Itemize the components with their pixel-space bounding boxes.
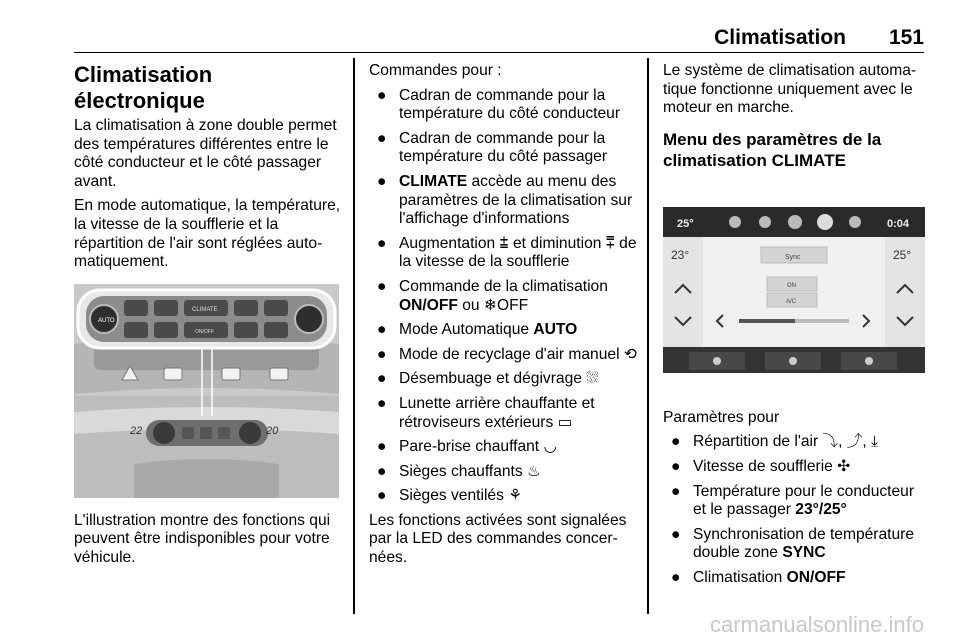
page-title: Climatisation — [714, 26, 846, 49]
column-divider — [353, 58, 355, 614]
climate-button-label: CLIMATE — [192, 306, 218, 313]
list-item — [369, 321, 639, 340]
list-text: accède au menu des paramètres de la climatisation sur l'affichage d'informations — [399, 172, 633, 228]
list-text: Désembuage et dégivrage ⛆ — [399, 370, 599, 388]
page-header — [74, 22, 924, 53]
screen-temp-left: 23° — [671, 247, 690, 262]
list-text: Cadran de commande pour la température du côté conducteur — [399, 86, 621, 123]
list-item — [663, 526, 928, 563]
list-intro: Paramètres pour — [663, 408, 780, 426]
bold-term: ON/OFF — [786, 568, 846, 586]
bold-term: AUTO — [533, 321, 578, 339]
bullet: ● — [671, 525, 681, 543]
bold-term: CLIMATE — [399, 172, 468, 190]
list-item — [663, 483, 928, 520]
bullet: ● — [377, 277, 387, 295]
list-item — [663, 458, 928, 477]
screen-time: 0:04 — [887, 217, 910, 230]
section-subheading: Menu des paramètres de la climatisation CLIMATE — [663, 129, 882, 170]
bullet: ● — [671, 433, 681, 451]
list-item — [369, 278, 639, 315]
screen-temp-right: 25° — [893, 247, 912, 262]
bullet: ● — [377, 345, 387, 363]
list-item — [663, 433, 928, 452]
bullet: ● — [671, 482, 681, 500]
list-item — [369, 438, 639, 457]
bullet: ● — [671, 457, 681, 475]
paragraph: La climatisation à zone double permet des températures différentes entre le côté conducteur et le côté passager avant. — [74, 117, 337, 190]
watermark: carmanualsonline.info — [709, 612, 924, 637]
bullet: ● — [377, 86, 387, 104]
bullet: ● — [377, 172, 387, 190]
bullet: ● — [377, 234, 387, 252]
list-item — [369, 346, 639, 365]
list-text: Synchronisation de température double zone — [693, 525, 915, 562]
list-text: Sièges chauffants ♨ — [399, 462, 541, 480]
list-item — [369, 395, 639, 432]
page-number: 151 — [888, 26, 924, 49]
list-item — [663, 569, 928, 588]
list-text: Température pour le conducteur et le passager — [693, 482, 915, 519]
figure-caption: L'illustration montre des fonctions qui peuvent être indisponibles pour votre véhicule. — [74, 511, 331, 566]
bullet: ● — [377, 462, 387, 480]
screen-ac-button: A/C — [786, 298, 797, 305]
temp-left-label: 22 — [130, 424, 143, 437]
bold-term: ON/OFF — [399, 296, 458, 314]
bullet: ● — [377, 394, 387, 412]
temp-right-label: 20 — [266, 424, 279, 437]
onoff-button-label: ON/OFF — [195, 328, 214, 335]
column-2 — [369, 62, 639, 574]
list-text: Sièges ventilés ⚘ — [399, 487, 523, 505]
list-item — [369, 487, 639, 506]
bullet: ● — [377, 438, 387, 456]
list-item — [369, 87, 639, 124]
section-heading: Climatisation électronique — [74, 62, 213, 113]
bullet: ● — [377, 321, 387, 339]
list-intro: Commandes pour : — [369, 62, 502, 79]
list-item — [369, 235, 639, 272]
bold-term: SYNC — [782, 544, 826, 562]
list-text: Climatisation — [693, 568, 787, 586]
bullet: ● — [377, 487, 387, 505]
list-item — [369, 130, 639, 167]
list-text: Lunette arrière chauffante et rétroviseurs extérieurs ▭ — [399, 394, 595, 431]
screen-sync-button: Sync — [785, 253, 801, 261]
column-1 — [74, 62, 346, 574]
screen-temp-top: 25° — [677, 217, 694, 230]
settings-list — [663, 433, 928, 587]
list-text: ou ❄OFF — [457, 296, 529, 314]
column-3 — [663, 62, 928, 594]
control-panel-illustration — [74, 284, 339, 498]
paragraph: Les fonctions activées sont signalées par la LED des commandes concernées. — [369, 511, 627, 567]
list-text: Répartition de l'air ⤵, ⤴, ⤓ — [693, 433, 878, 451]
controls-list — [369, 87, 639, 506]
list-text: Commande de la climatisation — [399, 277, 608, 295]
bullet: ● — [377, 370, 387, 388]
bullet: ● — [377, 129, 387, 147]
list-text: Cadran de commande pour la température du côté passager — [399, 129, 608, 166]
list-text: Mode de recyclage d'air manuel ⟲ — [399, 345, 637, 363]
list-item — [369, 370, 639, 389]
list-text: Augmentation ⩲ et diminution ⩱ de la vitesse de la soufflerie — [399, 234, 637, 271]
screen-on-button: ON — [787, 282, 796, 289]
paragraph: En mode automatique, la température, la vitesse de la soufflerie et la répartition de l'air sont réglées automatiquement. — [74, 197, 341, 271]
bullet: ● — [671, 568, 681, 586]
list-text: Mode Automatique — [399, 321, 534, 339]
climate-menu-screen-illustration — [663, 187, 925, 373]
bold-term: 23°/25° — [795, 501, 847, 519]
svg-text:AUTO: AUTO — [98, 317, 115, 324]
list-item — [369, 463, 639, 482]
list-text: Pare-brise chauffant ◡ — [399, 438, 558, 456]
list-text: Vitesse de soufflerie ✣ — [693, 457, 851, 475]
paragraph: Le système de climatisation automatique fonctionne uniquement avec le moteur en marche. — [663, 62, 917, 117]
column-divider — [647, 58, 649, 614]
list-item — [369, 173, 639, 229]
